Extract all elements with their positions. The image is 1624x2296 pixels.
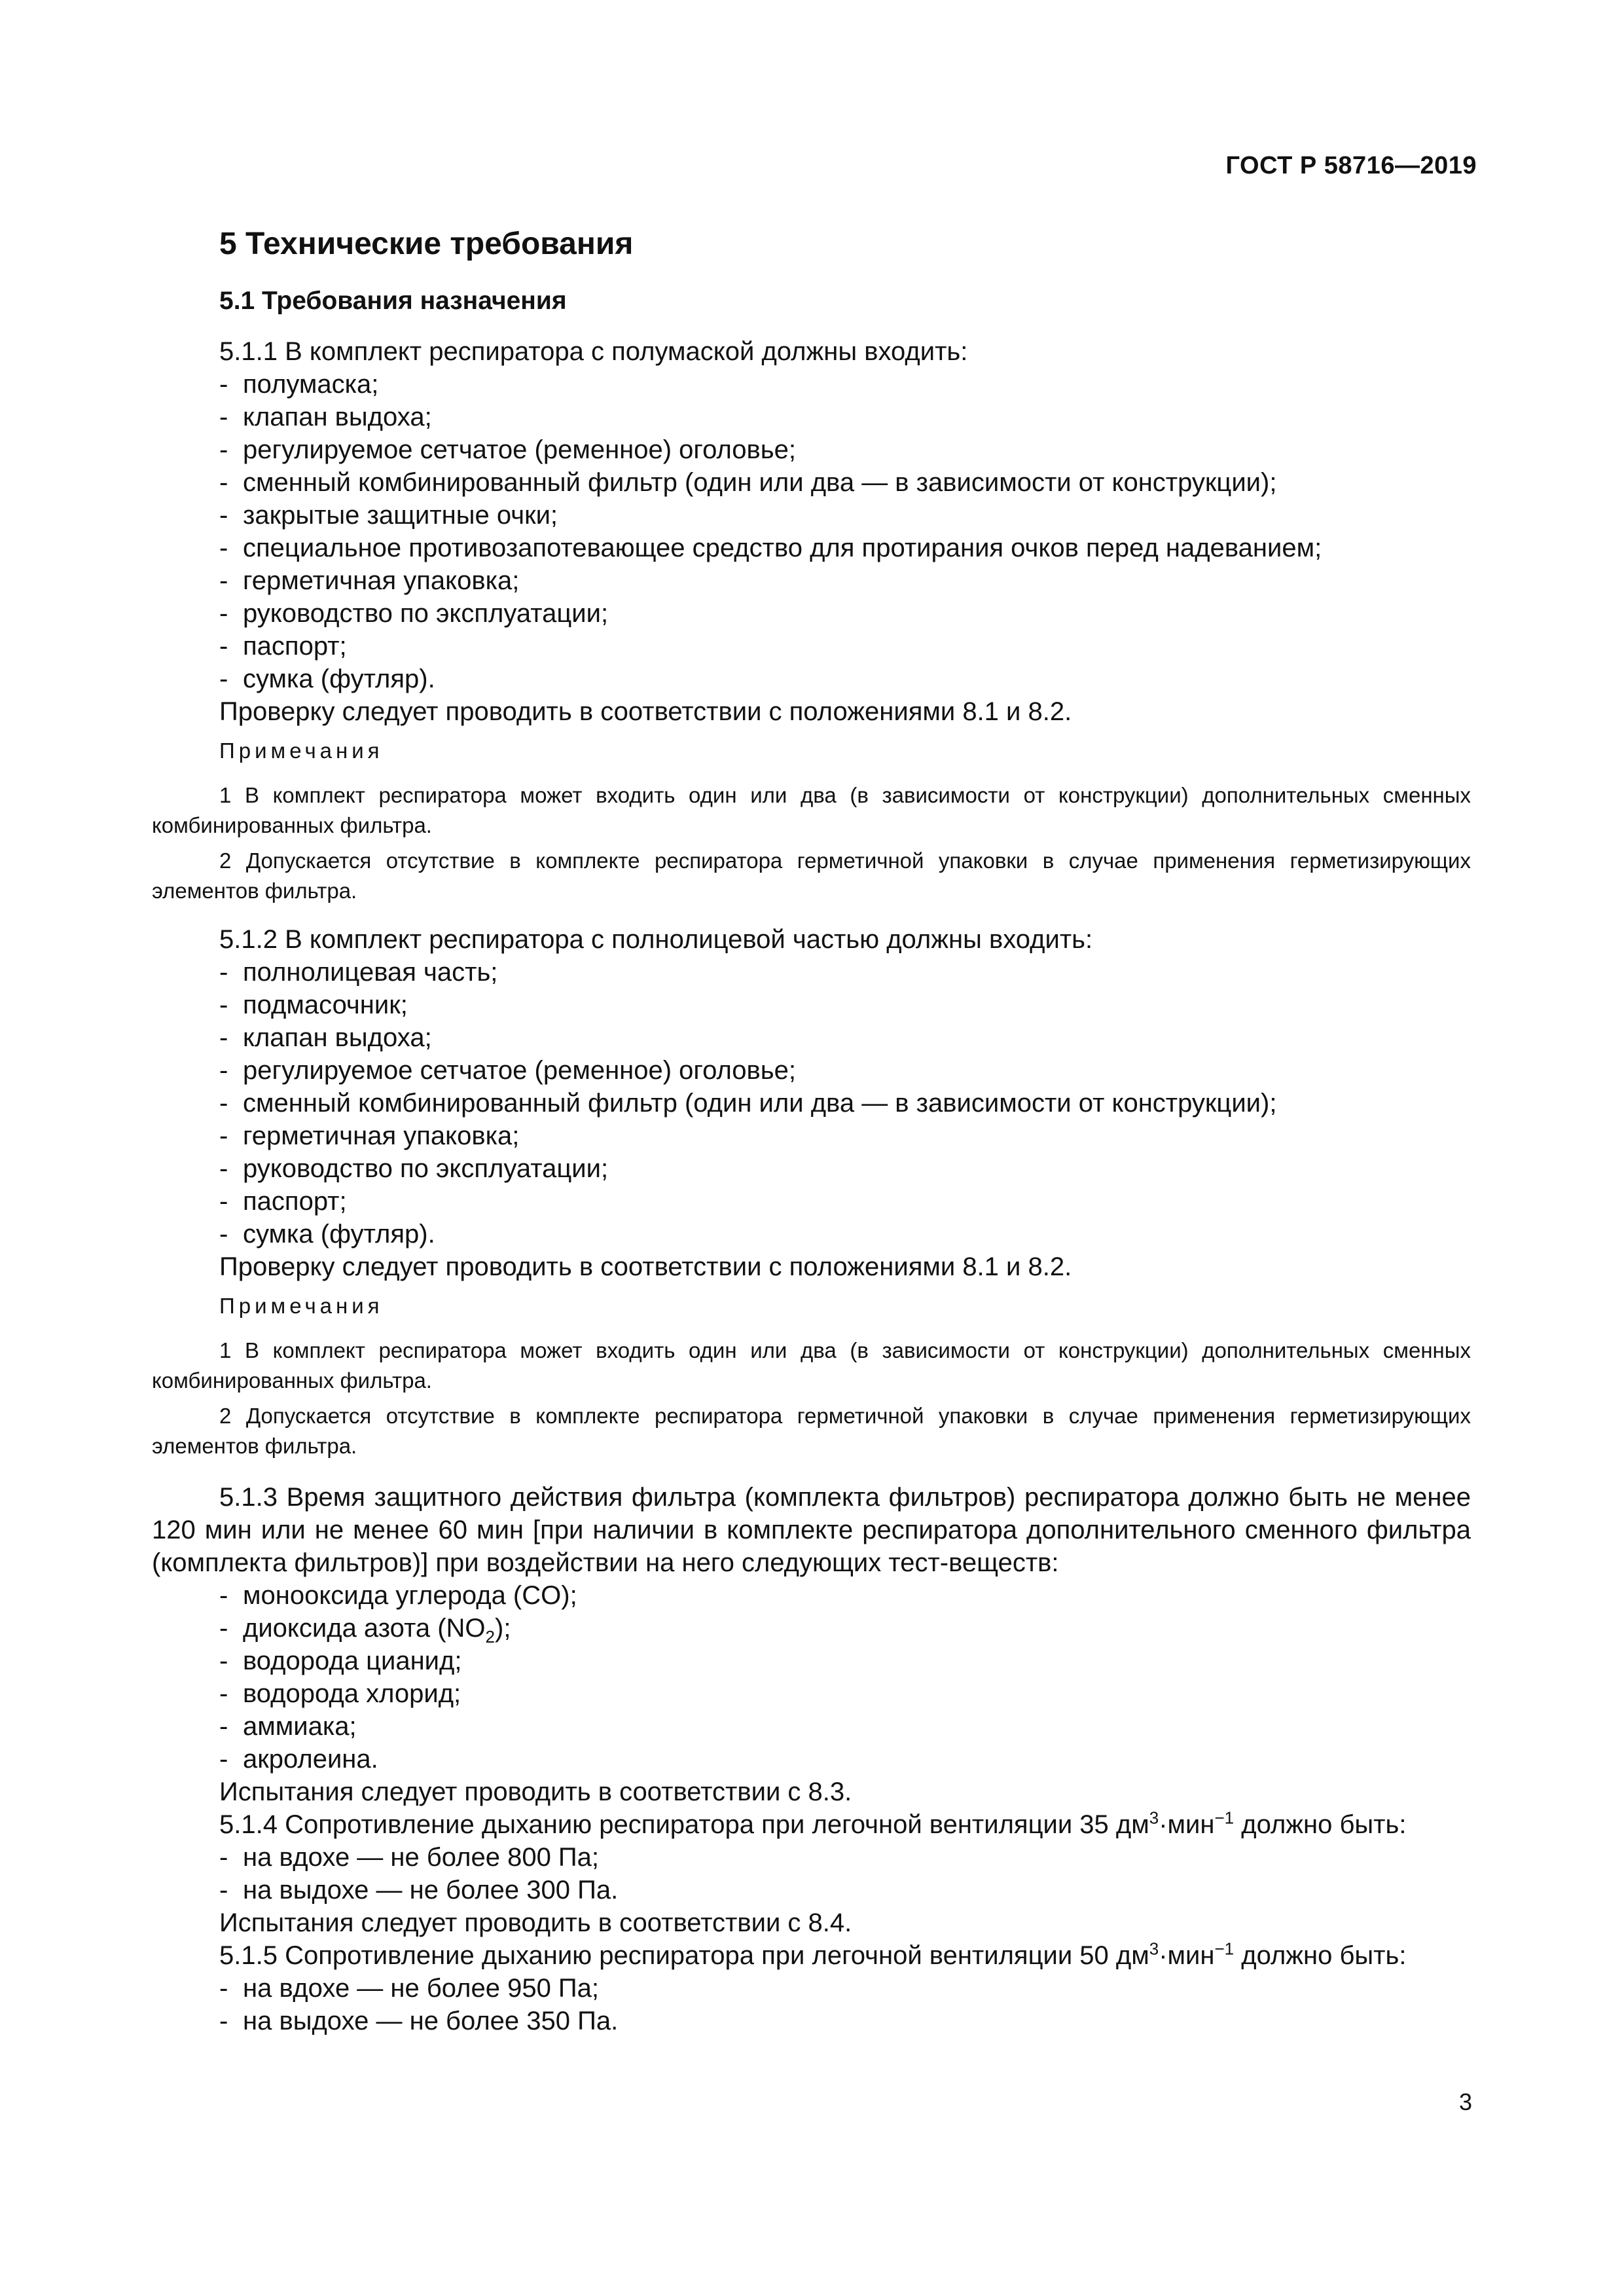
list-item: - герметичная упаковка; [219, 1120, 1470, 1152]
list-item: - сумка (футляр). [219, 1218, 1470, 1250]
list-item: - клапан выдоха; [219, 401, 1470, 433]
list-marker: - [219, 991, 228, 1019]
list-item: - на выдохе — не более 300 Па. [219, 1874, 1470, 1906]
list-marker: - [219, 1876, 228, 1904]
list-item: - сумка (футляр). [219, 663, 1470, 695]
section-title: 5 Технические требования [219, 227, 634, 261]
clause-5-1-1 [219, 335, 1470, 765]
list-marker: - [219, 1220, 228, 1248]
list-marker: - [219, 1056, 228, 1085]
list-marker: - [219, 1843, 228, 1872]
list-marker: - [219, 665, 228, 693]
clause-5-1-2 [219, 923, 1470, 1320]
list-item: - монооксида углерода (CO); [219, 1579, 1470, 1612]
clause-5-1-3-test: Испытания следует проводить в соответствии с 8.3. [219, 1777, 852, 1806]
list-marker: - [219, 1614, 228, 1643]
list-marker: - [219, 1089, 228, 1118]
list-marker: - [219, 1023, 228, 1052]
list-item: - полнолицевая часть; [219, 956, 1470, 989]
list-item: - клапан выдоха; [219, 1021, 1470, 1054]
list-marker: - [219, 2007, 228, 2035]
list-marker: - [219, 1121, 228, 1150]
list-item: - водорода цианид; [219, 1645, 1470, 1677]
list-item: - специальное противозапотевающее средство для протирания очков перед надеванием; [219, 532, 1470, 564]
clause-5-1-4-test: Испытания следует проводить в соответствии с 8.4. [219, 1908, 852, 1937]
list-item: - полумаска; [219, 368, 1470, 401]
list-marker: - [219, 1647, 228, 1675]
list-marker: - [219, 599, 228, 628]
list-marker: - [219, 958, 228, 987]
list-marker: - [219, 566, 228, 595]
list-marker: - [219, 1745, 228, 1774]
note-2: 2 Допускается отсутствие в комплекте респиратора герметичной упаковки в случае применения герметизирующих элементов фильтра. [152, 1404, 1471, 1458]
list-item: - на вдохе — не более 950 Па; [219, 1972, 1470, 2005]
notes-title: Примечания [219, 1294, 384, 1318]
list-item: - водорода хлорид; [219, 1677, 1470, 1710]
list-item: - паспорт; [219, 1185, 1470, 1218]
list-marker: - [219, 435, 228, 464]
clause-5-1-3-text: 5.1.3 Время защитного действия фильтра (комплекта фильтров) респиратора должно быть не менее 120 мин или не менее 60 мин [при наличии в комплекте респиратора дополнительного сменного фильтра (комплекта фильтров)] при воздействии на него следующих тест-веществ: [152, 1483, 1471, 1577]
list-marker: - [219, 1581, 228, 1610]
list-item: - закрытые защитные очки; [219, 499, 1470, 532]
list-marker: - [219, 632, 228, 661]
note-2: 2 Допускается отсутствие в комплекте респиратора герметичной упаковки в случае применения герметизирующих элементов фильтра. [152, 848, 1471, 903]
list-item: - руководство по эксплуатации; [219, 1152, 1470, 1185]
list-marker: - [219, 1712, 228, 1741]
list-marker: - [219, 1974, 228, 2003]
clause-5-1-2-check: Проверку следует проводить в соответствии с положениями 8.1 и 8.2. [219, 1252, 1072, 1281]
list-item: - на выдохе — не более 350 Па. [219, 2005, 1470, 2037]
list-marker: - [219, 501, 228, 530]
list-marker: - [219, 468, 228, 497]
clause-5-1-4-text: 5.1.4 Сопротивление дыханию респиратора при легочной вентиляции 35 $дм^3\cdot мин^{-1}$ должно быть: [219, 1808, 1407, 1839]
document-code: ГОСТ Р 58716—2019 [1225, 152, 1477, 179]
list-marker: - [219, 1187, 228, 1216]
list-item: - руководство по эксплуатации; [219, 597, 1470, 630]
list-item: - герметичная упаковка; [219, 564, 1470, 597]
list-item: - на вдохе — не более 800 Па; [219, 1841, 1470, 1874]
subsection-title: 5.1 Требования назначения [219, 287, 567, 315]
list-marker: - [219, 534, 228, 562]
list-item: - подмасочник; [219, 989, 1470, 1021]
list-item: - паспорт; [219, 630, 1470, 663]
note-1: 1 В комплект респиратора может входить один или два (в зависимости от конструкции) дополнительных сменных комбинированных фильтра. [152, 783, 1471, 837]
list-item: - сменный комбинированный фильтр (один или два — в зависимости от конструкции); [219, 466, 1470, 499]
list-item: - акролеина. [219, 1743, 1470, 1776]
note-1: 1 В комплект респиратора может входить один или два (в зависимости от конструкции) дополнительных сменных комбинированных фильтра. [152, 1338, 1471, 1393]
list-item: - регулируемое сетчатое (ременное) оголовье; [219, 1054, 1470, 1087]
list-item: - аммиака; [219, 1710, 1470, 1743]
list-item: - диоксида азота $(NO_2)$; [219, 1612, 1470, 1645]
clause-5-1-1-check: Проверку следует проводить в соответствии с положениями 8.1 и 8.2. [219, 697, 1072, 726]
list-item: - регулируемое сетчатое (ременное) оголовье; [219, 433, 1470, 466]
list-marker: - [219, 370, 228, 399]
clause-5-1-5-text: 5.1.5 Сопротивление дыханию респиратора при легочной вентиляции 50 $дм^3\cdot мин^{-1}$ должно быть: [219, 1939, 1407, 1970]
clause-5-1-3-list [219, 1579, 1470, 2037]
clause-5-1-2-intro: 5.1.2 В комплект респиратора с полнолицевой частью должны входить: [219, 925, 1093, 954]
list-marker: - [219, 1679, 228, 1708]
list-marker: - [219, 403, 228, 431]
page-number: 3 [1458, 2088, 1472, 2115]
clause-5-1-1-intro: 5.1.1 В комплект респиратора с полумаской должны входить: [219, 337, 968, 366]
list-marker: - [219, 1154, 228, 1183]
list-item: - сменный комбинированный фильтр (один или два — в зависимости от конструкции); [219, 1087, 1470, 1120]
notes-title: Примечания [219, 738, 384, 763]
